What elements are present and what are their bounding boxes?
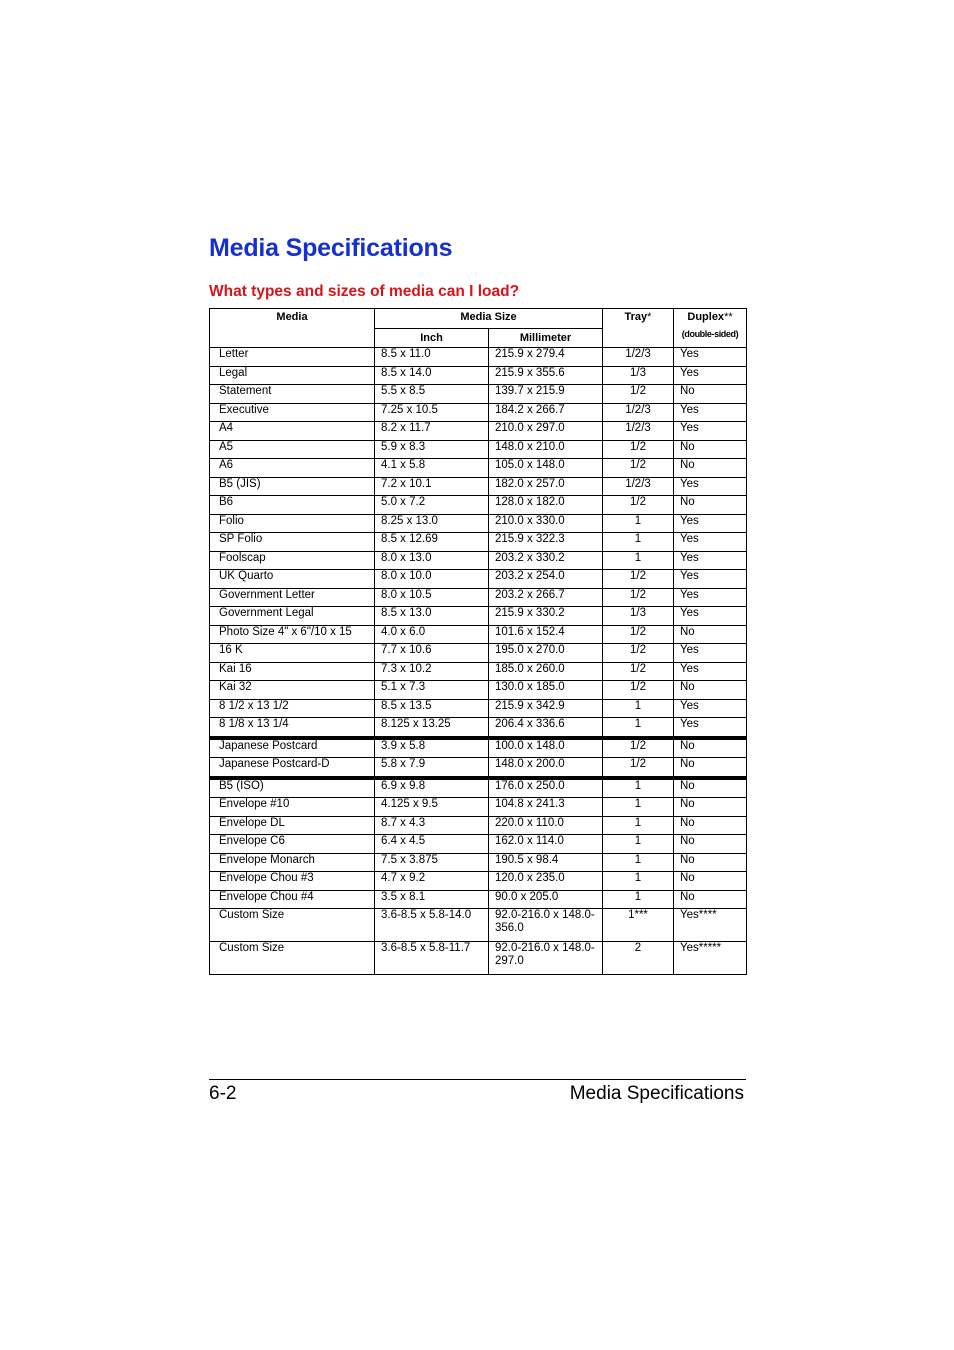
cell-inch: 6.4 x 4.5 [375,835,489,854]
header-millimeter: Millimeter [489,329,603,348]
cell-mm: 215.9 x 322.3 [489,533,603,552]
cell-media: Envelope C6 [210,835,375,854]
cell-duplex: No [674,816,747,835]
table-row [210,816,747,835]
cell-mm: 182.0 x 257.0 [489,477,603,496]
cell-inch: 3.5 x 8.1 [375,890,489,909]
cell-tray: 1 [603,551,674,570]
cell-duplex: Yes [674,422,747,441]
cell-media: Government Legal [210,607,375,626]
cell-media: Legal [210,366,375,385]
cell-mm: 215.9 x 355.6 [489,366,603,385]
cell-mm: 185.0 x 260.0 [489,662,603,681]
cell-media: B6 [210,496,375,515]
section-heading: What types and sizes of media can I load? [209,283,520,300]
footer-rule [209,1079,746,1080]
cell-media: Envelope Chou #3 [210,872,375,891]
cell-mm: 203.2 x 254.0 [489,570,603,589]
cell-inch: 5.5 x 8.5 [375,385,489,404]
cell-mm: 92.0-216.0 x 148.0-356.0 [489,909,603,942]
cell-duplex: No [674,798,747,817]
cell-mm: 105.0 x 148.0 [489,459,603,478]
cell-media: Folio [210,514,375,533]
cell-media: 16 K [210,644,375,663]
cell-media: Photo Size 4" x 6"/10 x 15 [210,625,375,644]
cell-inch: 3.9 x 5.8 [375,738,489,758]
cell-tray: 1/2 [603,570,674,589]
table-row [210,758,747,778]
cell-duplex: Yes [674,644,747,663]
cell-inch: 7.7 x 10.6 [375,644,489,663]
cell-inch: 5.9 x 8.3 [375,440,489,459]
cell-inch: 8.5 x 13.0 [375,607,489,626]
cell-duplex: No [674,459,747,478]
cell-duplex: Yes [674,477,747,496]
table-row [210,533,747,552]
cell-duplex: No [674,440,747,459]
cell-inch: 4.7 x 9.2 [375,872,489,891]
header-tray [603,309,674,348]
table-row [210,366,747,385]
cell-tray: 1 [603,778,674,798]
cell-media: UK Quarto [210,570,375,589]
cell-tray: 1/2 [603,625,674,644]
cell-inch: 8.7 x 4.3 [375,816,489,835]
cell-media: Foolscap [210,551,375,570]
cell-tray: 1 [603,699,674,718]
cell-media: A5 [210,440,375,459]
cell-tray: 1 [603,718,674,738]
cell-inch: 3.6-8.5 x 5.8-14.0 [375,909,489,942]
cell-mm: 215.9 x 279.4 [489,348,603,367]
cell-mm: 206.4 x 336.6 [489,718,603,738]
cell-media: Envelope #10 [210,798,375,817]
cell-media: SP Folio [210,533,375,552]
cell-media: Kai 32 [210,681,375,700]
cell-duplex: Yes [674,366,747,385]
cell-mm: 203.2 x 330.2 [489,551,603,570]
table-row [210,890,747,909]
footer-title: Media Specifications [569,1083,744,1104]
cell-duplex: No [674,385,747,404]
cell-tray: 1/2 [603,385,674,404]
cell-media: Japanese Postcard [210,738,375,758]
table-row [210,459,747,478]
cell-mm: 130.0 x 185.0 [489,681,603,700]
cell-mm: 90.0 x 205.0 [489,890,603,909]
cell-duplex: Yes [674,588,747,607]
table-row [210,644,747,663]
table-row [210,872,747,891]
cell-tray: 1/2 [603,440,674,459]
cell-tray: 1/2 [603,588,674,607]
table-row [210,422,747,441]
cell-duplex: No [674,890,747,909]
cell-tray: 1/2 [603,738,674,758]
cell-tray: 1 [603,835,674,854]
page-title: Media Specifications [209,234,453,262]
cell-inch: 3.6-8.5 x 5.8-11.7 [375,942,489,975]
cell-duplex: No [674,738,747,758]
cell-tray: 1/2 [603,644,674,663]
header-media: Media [210,309,375,348]
cell-inch: 5.1 x 7.3 [375,681,489,700]
table-row [210,551,747,570]
cell-inch: 8.0 x 10.0 [375,570,489,589]
table-row [210,403,747,422]
cell-inch: 4.0 x 6.0 [375,625,489,644]
table-row [210,514,747,533]
cell-mm: 210.0 x 330.0 [489,514,603,533]
table-row [210,496,747,515]
cell-duplex: No [674,835,747,854]
cell-mm: 220.0 x 110.0 [489,816,603,835]
cell-inch: 7.2 x 10.1 [375,477,489,496]
cell-media: Custom Size [210,909,375,942]
table-body [210,348,747,975]
cell-media: Statement [210,385,375,404]
cell-tray: 1/2 [603,459,674,478]
media-spec-table [209,308,747,975]
cell-inch: 7.5 x 3.875 [375,853,489,872]
cell-duplex: Yes [674,348,747,367]
table-row [210,699,747,718]
cell-tray: 1/2 [603,662,674,681]
cell-mm: 195.0 x 270.0 [489,644,603,663]
cell-duplex: Yes [674,533,747,552]
cell-mm: 100.0 x 148.0 [489,738,603,758]
cell-tray: 1/2/3 [603,403,674,422]
cell-media: B5 (JIS) [210,477,375,496]
cell-media: A6 [210,459,375,478]
table-row [210,662,747,681]
table-row [210,440,747,459]
cell-inch: 4.1 x 5.8 [375,459,489,478]
cell-media: 8 1/8 x 13 1/4 [210,718,375,738]
cell-tray: 1/2 [603,681,674,700]
cell-media: Envelope Chou #4 [210,890,375,909]
cell-media: Letter [210,348,375,367]
cell-inch: 6.9 x 9.8 [375,778,489,798]
cell-media: B5 (ISO) [210,778,375,798]
cell-duplex: No [674,496,747,515]
cell-mm: 120.0 x 235.0 [489,872,603,891]
cell-duplex: Yes**** [674,909,747,942]
cell-mm: 104.8 x 241.3 [489,798,603,817]
cell-tray: 1 [603,890,674,909]
cell-inch: 7.3 x 10.2 [375,662,489,681]
header-media-size: Media Size [375,309,603,329]
table-row [210,853,747,872]
table-row [210,570,747,589]
table-row [210,942,747,975]
cell-tray: 2 [603,942,674,975]
header-tray-mark: * [647,311,652,323]
cell-mm: 190.5 x 98.4 [489,853,603,872]
table-row [210,607,747,626]
cell-inch: 8.5 x 12.69 [375,533,489,552]
header-inch: Inch [375,329,489,348]
cell-duplex: Yes [674,570,747,589]
header-duplex [674,309,747,348]
cell-mm: 139.7 x 215.9 [489,385,603,404]
cell-mm: 215.9 x 342.9 [489,699,603,718]
cell-duplex: Yes***** [674,942,747,975]
cell-tray: 1 [603,853,674,872]
cell-duplex: Yes [674,718,747,738]
cell-mm: 210.0 x 297.0 [489,422,603,441]
cell-duplex: No [674,778,747,798]
table-row [210,798,747,817]
cell-tray: 1/2/3 [603,422,674,441]
cell-mm: 203.2 x 266.7 [489,588,603,607]
table-row [210,835,747,854]
cell-tray: 1/2/3 [603,477,674,496]
cell-tray: 1 [603,872,674,891]
table-row [210,348,747,367]
table-row [210,738,747,758]
cell-duplex: No [674,681,747,700]
header-duplex-mark: ** [724,311,733,323]
cell-mm: 184.2 x 266.7 [489,403,603,422]
header-tray-label: Tray [624,311,648,323]
cell-tray: 1 [603,514,674,533]
page-number: 6-2 [209,1083,237,1104]
header-duplex-label: Duplex [687,311,725,323]
cell-tray: 1 [603,798,674,817]
cell-tray: 1*** [603,909,674,942]
table-row [210,477,747,496]
cell-duplex: No [674,872,747,891]
cell-tray: 1/2 [603,758,674,778]
cell-media: Custom Size [210,942,375,975]
cell-mm: 92.0-216.0 x 148.0-297.0 [489,942,603,975]
cell-mm: 215.9 x 330.2 [489,607,603,626]
cell-mm: 176.0 x 250.0 [489,778,603,798]
table-row [210,778,747,798]
cell-mm: 128.0 x 182.0 [489,496,603,515]
cell-duplex: Yes [674,607,747,626]
header-duplex-sub: (double-sided) [681,329,739,339]
cell-tray: 1/3 [603,607,674,626]
cell-inch: 8.2 x 11.7 [375,422,489,441]
cell-duplex: Yes [674,662,747,681]
cell-media: Kai 16 [210,662,375,681]
cell-media: Envelope DL [210,816,375,835]
cell-inch: 8.0 x 10.5 [375,588,489,607]
cell-inch: 8.5 x 13.5 [375,699,489,718]
cell-inch: 7.25 x 10.5 [375,403,489,422]
table-row [210,718,747,738]
cell-mm: 101.6 x 152.4 [489,625,603,644]
cell-inch: 8.5 x 11.0 [375,348,489,367]
table-row [210,385,747,404]
table-row [210,681,747,700]
cell-duplex: Yes [674,514,747,533]
cell-duplex: No [674,758,747,778]
table-row [210,588,747,607]
cell-duplex: No [674,625,747,644]
cell-tray: 1 [603,816,674,835]
cell-inch: 8.125 x 13.25 [375,718,489,738]
cell-duplex: No [674,853,747,872]
cell-duplex: Yes [674,699,747,718]
cell-tray: 1/2/3 [603,348,674,367]
table-row [210,909,747,942]
cell-media: Japanese Postcard-D [210,758,375,778]
cell-tray: 1 [603,533,674,552]
cell-mm: 148.0 x 210.0 [489,440,603,459]
cell-duplex: Yes [674,551,747,570]
cell-tray: 1/3 [603,366,674,385]
cell-inch: 5.8 x 7.9 [375,758,489,778]
cell-media: 8 1/2 x 13 1/2 [210,699,375,718]
cell-media: Executive [210,403,375,422]
cell-inch: 8.5 x 14.0 [375,366,489,385]
cell-media: A4 [210,422,375,441]
cell-mm: 162.0 x 114.0 [489,835,603,854]
cell-mm: 148.0 x 200.0 [489,758,603,778]
table-row [210,625,747,644]
cell-media: Government Letter [210,588,375,607]
cell-inch: 4.125 x 9.5 [375,798,489,817]
cell-inch: 8.25 x 13.0 [375,514,489,533]
cell-media: Envelope Monarch [210,853,375,872]
cell-inch: 8.0 x 13.0 [375,551,489,570]
cell-inch: 5.0 x 7.2 [375,496,489,515]
cell-duplex: Yes [674,403,747,422]
cell-tray: 1/2 [603,496,674,515]
